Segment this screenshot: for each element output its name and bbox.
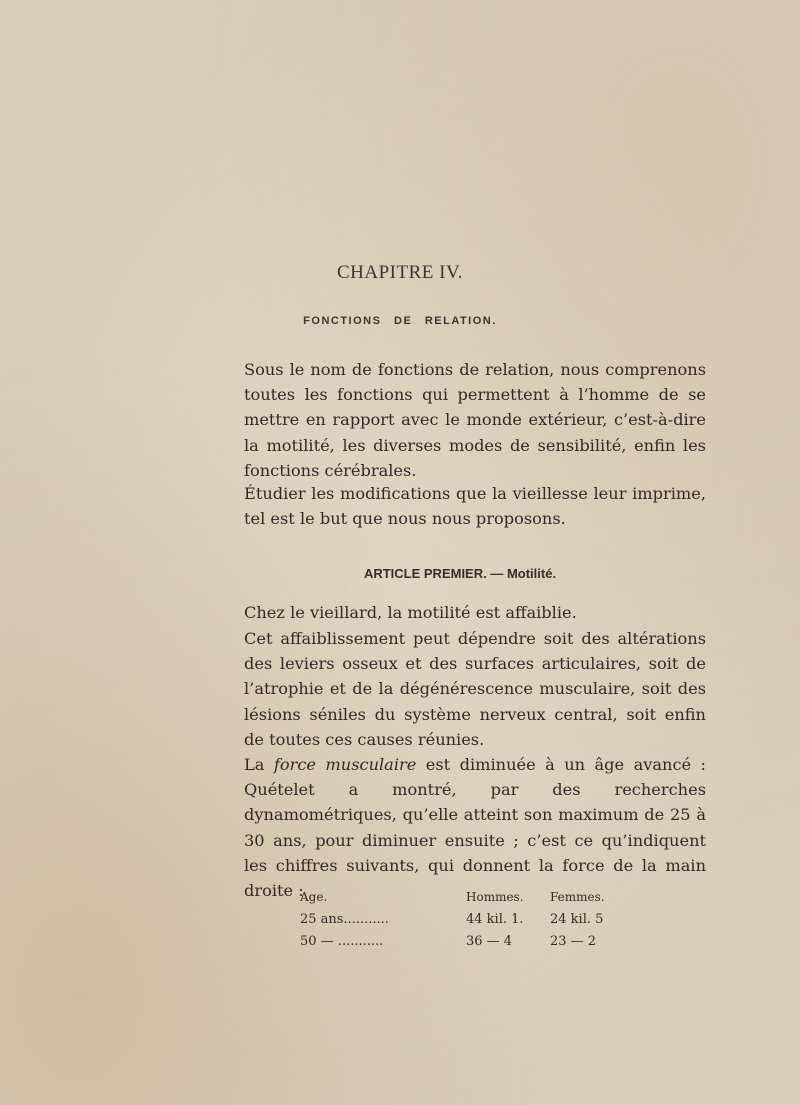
force-text: est diminuée à un âge avancé : Quételet a montré, par des recherches dynamométriques, qu’elle atteint son maximum de 25 à 30 ans, pour diminuer ensuite ; c’est ce qu’indiquent les chiffres suivants, qui donnent la force de la main droite : <box>244 755 706 901</box>
row-hommes: 44 kil. 1. <box>466 912 524 927</box>
motility-paragraph: Chez le vieillard, la motilité est affaiblie. <box>244 603 577 622</box>
row-age: 25 ans........... <box>300 912 389 927</box>
header-hommes: Hommes. <box>466 890 524 904</box>
article-title: ARTICLE PREMIER. — Motilité. <box>363 566 557 581</box>
table-row <box>300 934 640 956</box>
force-emphasis: force musculaire <box>273 755 417 774</box>
muscular-force-paragraph <box>222 752 706 903</box>
row-femmes: 24 kil. 5 <box>550 912 604 927</box>
aim-paragraph: Étudier les modifications que la vieillesse leur imprime, tel est le but que nous nous proposons. <box>244 484 706 529</box>
chapter-title: CHAPITRE IV. <box>337 262 463 283</box>
strength-table <box>300 890 640 956</box>
force-prefix: La <box>244 755 274 774</box>
header-femmes: Femmes. <box>550 890 605 904</box>
row-femmes: 23 — 2 <box>550 934 597 949</box>
header-age: Age. <box>300 890 328 904</box>
table-header-row <box>300 890 640 912</box>
table-row <box>300 912 640 934</box>
intro-paragraph: Sous le nom de fonctions de relation, nous comprenons toutes les fonctions qui permettent à l’homme de se mettre en rapport avec le monde extérieur, c’est-à-dire la motilité, les diverses modes de sensibilité, enfin les fonctions cérébrales. <box>244 360 706 480</box>
section-title: FONCTIONS DE RELATION. <box>303 315 497 327</box>
row-hommes: 36 — 4 <box>466 934 513 949</box>
causes-paragraph: Cet affaiblissement peut dépendre soit des altérations des leviers osseux et des surfaces articulaires, soit de l’atrophie et de la dégénérescence musculaire, soit des lésions séniles du système nerveux central, soit enfin de toutes ces causes réunies. <box>244 629 706 749</box>
row-age: 50 — ........... <box>300 934 384 949</box>
